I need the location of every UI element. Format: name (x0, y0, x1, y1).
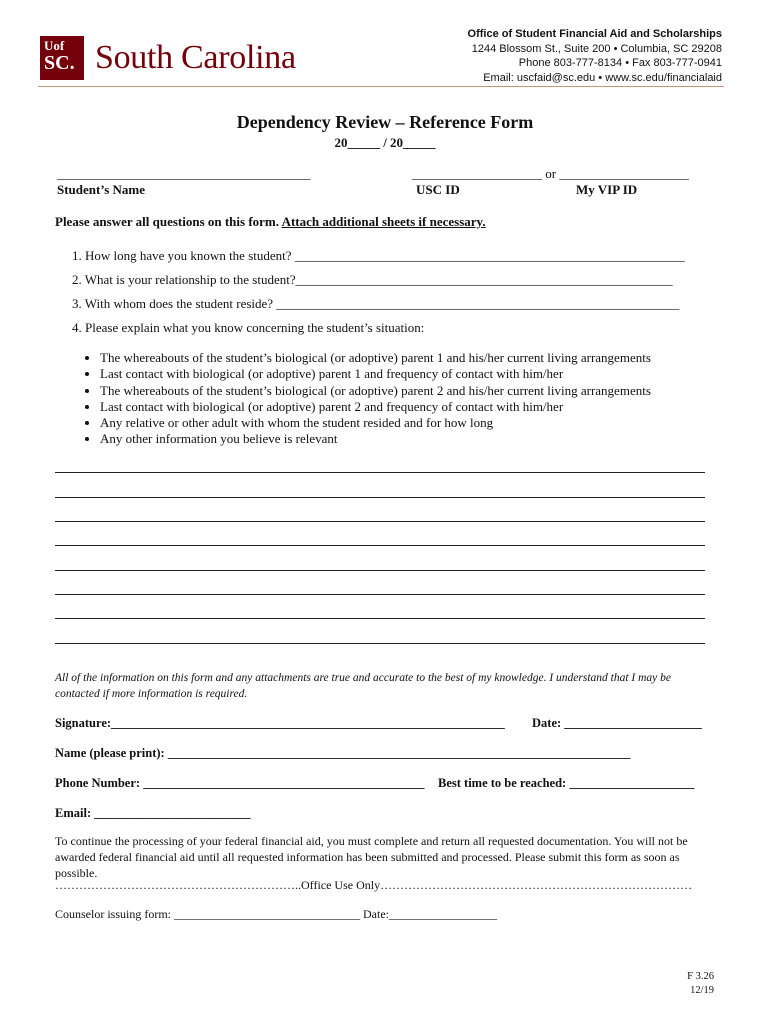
answer-line[interactable] (55, 570, 705, 571)
student-name-label: Student’s Name (57, 182, 145, 197)
certification-statement: All of the information on this form and any attachments are true and accurate to the best of my knowledge. I understand that I may be contacted if more information is required. (55, 672, 672, 700)
list-item: • The whereabouts of the student’s biological (or adoptive) parent 2 and his/her current living arrangements (100, 383, 730, 399)
usc-id-label: USC ID (416, 182, 460, 197)
processing-note: To continue the processing of your federal financial aid, you must complete and return all requested documentation. You will not be awarded federal financial aid until all requested information has been submitted and processed. Please submit this form as soon as possible. (55, 834, 688, 880)
logo-top-text: Uof (44, 38, 65, 53)
office-address: 1244 Blossom St., Suite 200 • Columbia, SC 29208 (471, 42, 722, 55)
answer-line[interactable] (55, 545, 705, 546)
instructions (55, 214, 486, 230)
list-item: • Any other information you believe is relevant (100, 431, 730, 447)
email-field[interactable]: Email: _________________________ (55, 806, 251, 820)
form-title: Dependency Review – Reference Form (236, 112, 534, 132)
answer-line[interactable] (55, 472, 705, 473)
office-phone-fax: Phone 803-777-8134 • Fax 803-777-0941 (518, 57, 722, 69)
phone-number-field[interactable]: Phone Number: _____________________________________________ (55, 776, 425, 790)
question-3[interactable]: 3. With whom does the student reside? ______________________________________________________________ (72, 296, 680, 311)
student-name-blank[interactable]: _______________________________________ (57, 166, 311, 181)
form-code (687, 970, 714, 998)
academic-year-field[interactable]: 20_____ / 20_____ (334, 135, 436, 150)
signature-field[interactable]: Signature:_______________________________________________________________ (55, 716, 505, 730)
answer-line[interactable] (55, 497, 705, 498)
header-divider (38, 86, 724, 87)
form-number: F 3.26 (687, 971, 714, 982)
office-use-divider: ……………………………………………………..Office Use Only…………………………………………………………………… (55, 878, 693, 892)
answer-line[interactable] (55, 618, 705, 619)
list-item: • Last contact with biological (or adoptive) parent 2 and frequency of contact with him/her (100, 399, 730, 415)
wordmark: South Carolina (95, 39, 296, 76)
answer-line[interactable] (55, 594, 705, 595)
list-item: • Last contact with biological (or adoptive) parent 1 and frequency of contact with him/her (100, 366, 730, 382)
university-logo (40, 36, 84, 80)
office-email-web: Email: uscfaid@sc.edu • www.sc.edu/financialaid (483, 71, 722, 84)
instructions-emphasis: Attach additional sheets if necessary. (281, 214, 486, 229)
question-4: 4. Please explain what you know concerning the student’s situation: (72, 320, 425, 335)
usc-id-or-vip-blank[interactable]: ____________________ or ____________________ (412, 166, 690, 181)
question-2[interactable]: 2. What is your relationship to the student?__________________________________________________________ (72, 272, 673, 287)
explanation-topics-list (84, 350, 730, 448)
best-time-field[interactable]: Best time to be reached: ____________________ (438, 776, 695, 790)
answer-line[interactable] (55, 643, 705, 644)
logo-bottom-text: SC. (44, 52, 75, 74)
vip-id-label: My VIP ID (576, 182, 638, 197)
counselor-field[interactable]: Counselor issuing form: _______________________________ Date:__________________ (55, 907, 497, 921)
name-print-field[interactable]: Name (please print): __________________________________________________________________________ (55, 746, 631, 760)
office-contact-block (468, 27, 722, 85)
form-revision-date: 12/19 (690, 985, 714, 996)
date-field[interactable]: Date: ______________________ (532, 716, 702, 730)
office-title: Office of Student Financial Aid and Scholarships (467, 28, 722, 40)
list-item: • Any relative or other adult with whom the student resided and for how long (100, 415, 730, 431)
list-item: • The whereabouts of the student’s biological (or adoptive) parent 1 and his/her current living arrangements (100, 350, 730, 366)
question-1[interactable]: 1. How long have you known the student? ____________________________________________________________ (72, 248, 685, 263)
answer-line[interactable] (55, 521, 705, 522)
instructions-text: Please answer all questions on this form. (55, 214, 280, 229)
